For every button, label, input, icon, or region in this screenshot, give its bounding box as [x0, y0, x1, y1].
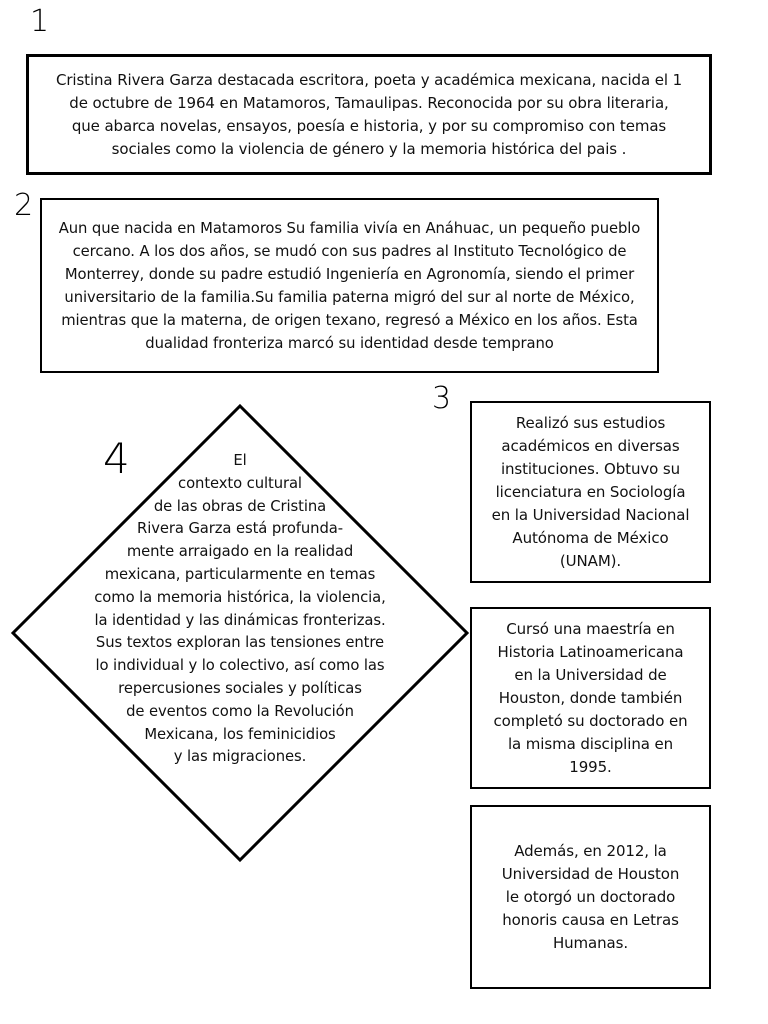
section-number-1: 1: [30, 4, 50, 39]
section-number-3: 3: [432, 381, 452, 416]
diamond-line: de las obras de Cristina: [153, 497, 327, 515]
diamond-line: Mexicana, los feminicidios: [144, 725, 336, 743]
honoris-text: Además, en 2012, la Universidad de Houston le otorgó un doctorado honoris causa en Letras Humanas.: [501, 841, 680, 952]
honoris-box: [470, 805, 711, 989]
diamond-line: contexto cultural: [178, 474, 302, 492]
diamond-line: Rivera Garza está profunda-: [137, 520, 343, 538]
section-number-2: 2: [14, 188, 34, 223]
diamond-line: repercusiones sociales y políticas: [118, 679, 362, 697]
studies-text: Realizó sus estudios académicos en diversas instituciones. Obtuvo su licenciatura en Sociología en la Universidad Nacional Autónoma de México (UNAM).: [491, 413, 690, 570]
cultural-context-text: [70, 450, 410, 769]
diamond-line: mexicana, particularmente en temas: [104, 565, 376, 583]
diamond-line: como la memoria histórica, la violencia,: [94, 588, 386, 606]
diamond-line: Sus textos exploran las tensiones entre: [95, 634, 385, 652]
diamond-line: y las migraciones.: [173, 748, 307, 766]
intro-text: Cristina Rivera Garza destacada escritora, poeta y académica mexicana, nacida el 1 de octubre de 1964 en Matamoros, Tamaulipas. Reconocida por su obra literaria, que abarca novelas, ensayos, poesía e historia, y por su compromiso con temas sociales como la violencia de género y la memoria histórica del pais .: [55, 70, 683, 158]
diamond-line: mente arraigado en la realidad: [126, 543, 354, 561]
section-number-4: 4: [103, 434, 130, 483]
studies-box: [470, 401, 711, 583]
diamond-line: lo individual y lo colectivo, así como las: [95, 657, 385, 675]
diamond-line: la identidad y las dinámicas fronterizas.: [94, 611, 386, 629]
diamond-line: El: [233, 452, 247, 469]
family-text: Aun que nacida en Matamoros Su familia vivía en Anáhuac, un pequeño pueblo cercano. A los dos años, se mudó con sus padres al Instituto Tecnológico de Monterrey, donde su padre estudió Ingeniería en Agronomía, siendo el primer universitario de la familia.Su familia paterna migró del sur al norte de México, mientras que la materna, de origen texano, regresó a México en los años. Esta dualidad fronteriza marcó su identidad desde temprano: [58, 219, 641, 352]
masters-text: Cursó una maestría en Historia Latinoamericana en la Universidad de Houston, donde también completó su doctorado en la misma disciplina en 1995.: [493, 619, 688, 776]
diamond-line: de eventos como la Revolución: [126, 702, 354, 720]
masters-box: [470, 607, 711, 789]
